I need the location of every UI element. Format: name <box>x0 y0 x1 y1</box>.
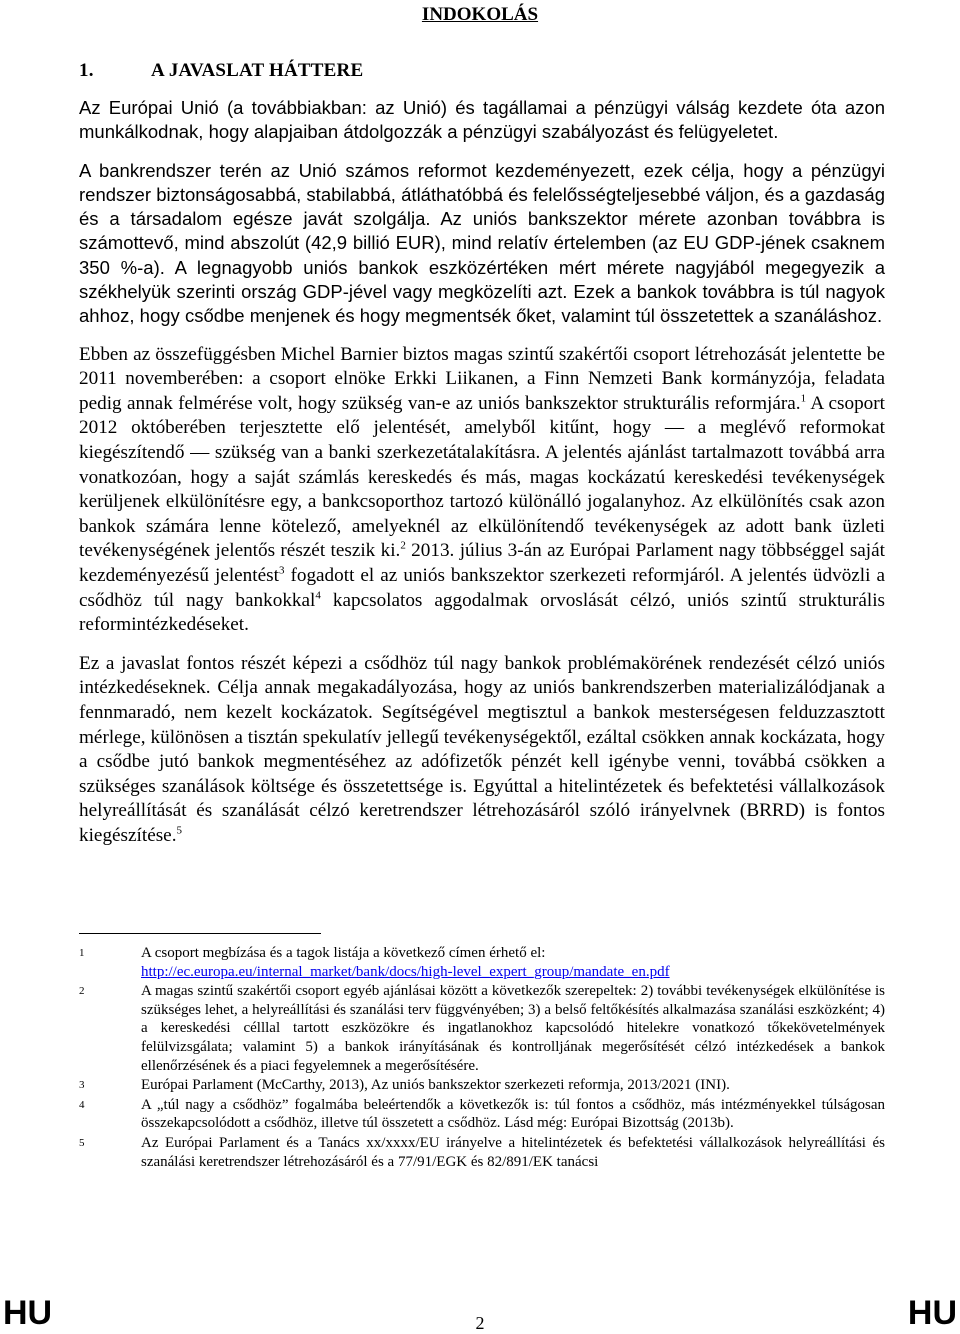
footnote-link[interactable]: http://ec.europa.eu/internal_market/bank/docs/high-level_expert_group/mandate_en.pdf <box>141 963 670 980</box>
section-heading <box>79 60 363 82</box>
footnote-2 <box>79 982 885 1075</box>
paragraph-3-part-e: kapcsolatos aggodalmak orvoslását célzó, uniós szintű strukturális reformintézkedéseket. <box>79 589 886 636</box>
paragraph-3-part-d: fogadott el az uniós bankszektor szerkezeti reformjáról. A jelentés üdvözli a csődhöz túl nagy bankokkal <box>79 565 885 611</box>
paragraph-3-part-b: A csoport 2012 októberében terjesztette elő jelentését, amelyből kitűnt, hogy — a meglévő reformokat kiegészítendő — szükség van a banki szerkezetátalakításra. A jelentés ajánlást tartalmazott továbbá arra vonatkozóan, hogy a saját számlás kereskedés és más, magas kockázatú kereskedési tevékenységek kerüljenek elkülönítésre egy, a bankcsoporthoz tartozó különálló jogalanyhoz. Az elkülönítés csak azon bankok számára lenne kötelező, amelyeknél az elkülönítendő tevékenységek az adott bank üzleti tevékenységének jelentős részét teszik ki. <box>79 392 885 562</box>
paragraph-1: Az Európai Unió (a továbbiakban: az Unió) és tagállamai a pénzügyi válság kezdete óta azon munkálkodnak, hogy alapjaiban átdolgozzák a pénzügyi szabályozást és felügyeletet. <box>79 97 885 143</box>
language-code-left: HU <box>3 1294 53 1332</box>
footnote-text: A „túl nagy a csődhöz” fogalmába beleértendők a következők is: túl fontos a csődhöz, más intézményekkel túlságosan összekapcsolódott a csődhöz, illetve túl összetett a csődhöz. Lásd még: Európai Bizottság (2013b). <box>141 1096 885 1132</box>
footnote-ref-5[interactable]: 5 <box>176 824 182 837</box>
paragraph-3 <box>79 343 885 638</box>
paragraph-2: A bankrendszer terén az Unió számos reformot kezdeményezett, ezek célja, hogy a pénzügyi rendszer biztonságosabbá, stabilabbá, átláthatóbbá és felelősségteljesebbé váljon, és a gazdaság és a társadalom egésze javát szolgálja. Az uniós bankszektor mérete azonban továbbra is számottevő, mind abszolút (42,9 billió EUR), mind relatív értelemben (az EU GDP-jének csaknem 350 %-a). A legnagyobb uniós bankok eszközértéken mért mérete nagyjából megegyezik a székhelyük szerinti ország GDP-jével vagy megközelíti azt. Ezek a bankok továbbra is túl nagyok ahhoz, hogy csődbe menjenek és hogy megmentsék őket, valamint túl összetettek a szanáláshoz. <box>79 159 885 327</box>
footnote-number: 5 <box>79 1136 85 1149</box>
footnote-1 <box>79 944 885 981</box>
section-title: A JAVASLAT HÁTTERE <box>151 60 364 81</box>
footnote-number: 1 <box>79 947 85 959</box>
footnote-ref-4[interactable]: 4 <box>315 589 321 602</box>
footnote-number: 3 <box>79 1079 85 1092</box>
footnote-text: Európai Parlament (McCarthy, 2013), Az uniós bankszektor szerkezeti reformja, 2013/2021 (INI). <box>141 1077 730 1094</box>
paragraph-3-part-c: 2013. július 3-án az Európai Parlament nagy többséggel saját kezdeményezésű jelentést <box>79 540 885 587</box>
section-number: 1. <box>79 60 94 81</box>
footnote-5 <box>79 1134 885 1171</box>
footnote-3 <box>79 1076 885 1095</box>
language-code-right: HU <box>907 1294 957 1332</box>
footnote-ref-1[interactable]: 1 <box>800 392 807 405</box>
paragraph-3-part-a: Ebben az összefüggésben Michel Barnier biztos magas szintű szakértői csoport létrehozását jelentette be 2011 novemberében: a csoport elnöke Erkki Liikanen, a Finn Nemzeti Bank kormányzója, feladata pedig annak felmérése volt, hogy szükség van-e az uniós bankszektor strukturális reformjára. <box>79 343 885 414</box>
footnote-text: Az Európai Parlament és a Tanács xx/xxxx/EU irányelve a hitelintézetek és befektetési vállalkozások helyreállítási és szanálási keretrendszer létrehozásáról és a 77/91/EGK és 82/891/EK tanácsi <box>141 1134 885 1170</box>
paragraph-4-text: Ez a javaslat fontos részét képezi a csődhöz túl nagy bankok problémakörének rendezését célzó uniós intézkedéseknek. Célja annak megakadályozása, hogy az uniós bankrendszerben materializálódjanak a fennmaradó, nem kezelt kockázatok. Segítségével megtisztul a bankok mesterségesen felduzzasztott mérlege, különösen a tisztán spekulatív jellegű tevékenységektől, ezáltal csökken annak kockázata, hogy a csődbe jutó bankok megmentéséhez az adófizetők pénzét kell igénybe venni, továbbá csökken a szükséges szanálások költsége és összetettsége is. Egyúttal a hitelintézetek és befektetési vállalkozások helyreállítását és szanálását célzó keretrendszer létrehozásáról szóló irányelvnek (BRRD) is fontos kiegészítése. <box>79 652 885 846</box>
body-text <box>79 96 885 849</box>
page-number: 2 <box>475 1313 485 1333</box>
document-title: INDOKOLÁS <box>421 4 539 25</box>
footnote-separator <box>79 933 321 934</box>
footnote-text: A csoport megbízása és a tagok listája a következő címen érhető el: <box>141 945 546 961</box>
footnote-number: 2 <box>79 985 85 998</box>
footnote-4 <box>79 1096 885 1133</box>
footnote-text: A magas szintű szakértői csoport egyéb ajánlásai között a következők szerepeltek: 2) további tevékenységek elkülönítése is szükséges lehet, a helyreállítási és szanálási terv függvényében; 3) a belső feltőkésítés alkalmazása szanálási eszközként; 4) a kereskedési célllal tartott eszközökre és ingatlanokhoz kapcsolódó hitelekre vonatkozó tőkekövetelmények felülvizsgálata; valamint 5) a bankok irányításának és kontrolljának megerősítését célzó intézkedések a bankok ellenőrzésének és a piaci fegyelemnek a megerősítésére. <box>141 983 885 1074</box>
footnote-number: 4 <box>79 1098 85 1111</box>
paragraph-4 <box>79 652 885 849</box>
footnotes <box>79 944 885 1172</box>
footnote-ref-3[interactable]: 3 <box>278 564 285 577</box>
footnote-ref-2[interactable]: 2 <box>400 540 406 553</box>
